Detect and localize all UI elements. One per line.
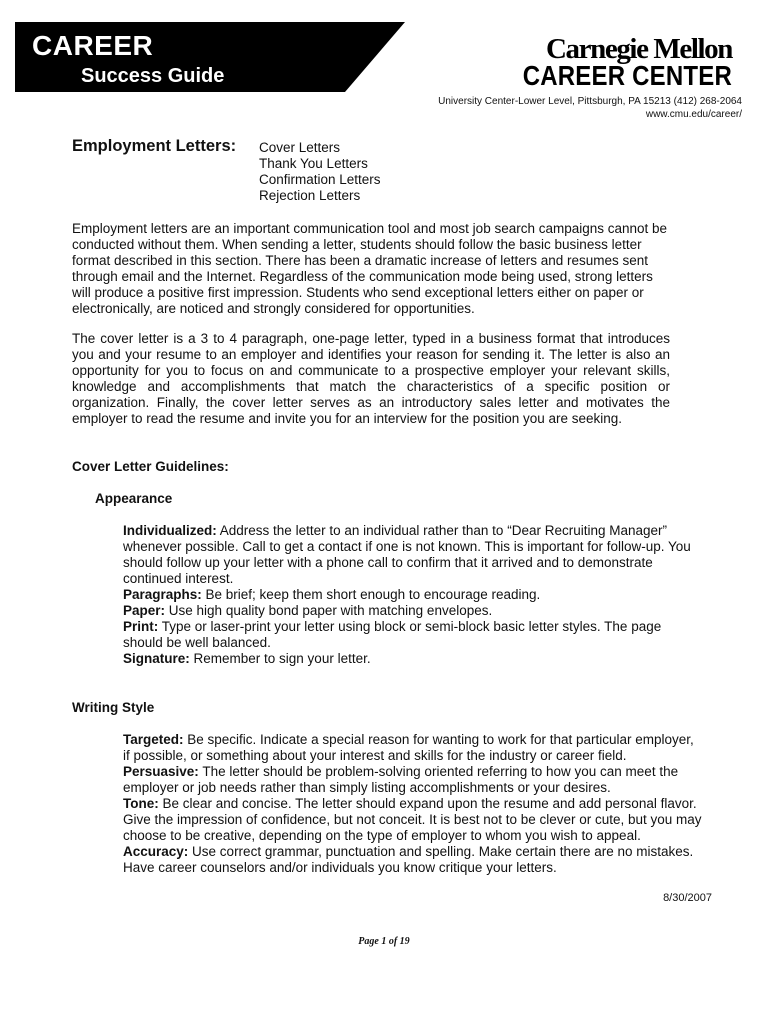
address-line: University Center-Lower Level, Pittsburgh, PA 15213 (412) 268-2064 (438, 96, 742, 107)
letter-types-list (259, 140, 381, 204)
university-logo-text: Carnegie Mellon (546, 33, 732, 65)
page-number: Page 1 of 19 (358, 936, 410, 947)
guidelines-heading: Cover Letter Guidelines: (72, 459, 229, 474)
header-banner (15, 22, 754, 92)
writing-item-targeted: Targeted: Be specific. Indicate a special reason for wanting to work for that particular employer, if possible, or something about your interest and skills for the industry or career field. (123, 732, 694, 763)
letter-type-item: Rejection Letters (259, 188, 361, 203)
document-date: 8/30/2007 (663, 892, 712, 904)
writing-item-accuracy: Accuracy: Use correct grammar, punctuation and spelling. Make certain there are no mistakes. Have career counselors and/or individuals you know critique your letters. (123, 844, 694, 875)
writing-style-heading: Writing Style (72, 700, 155, 715)
career-center-logo-text: CAREER CENTER (522, 60, 732, 92)
letter-type-item: Cover Letters (259, 140, 341, 155)
page-title: Employment Letters: (72, 137, 237, 155)
success-guide-subtitle: Success Guide (81, 65, 225, 87)
appearance-item-print: Print: Type or laser-print your letter using block or semi-block basic letter styles. The page should be well balanced. (123, 619, 662, 650)
intro-paragraph-1: Employment letters are an important communication tool and most job search campaigns cannot be conducted without them. When sending a letter, students should follow the basic business letter format described in this section. There has been a dramatic increase of letters and resumes sent through email and the Internet. Regardless of the communication mode being used, strong letters will produce a positive first impression. Students who send exceptional letters either on paper or electronically, are noticed and strongly considered for opportunities. (72, 221, 668, 316)
website-url: www.cmu.edu/career/ (645, 109, 742, 120)
intro-paragraph-2: The cover letter is a 3 to 4 paragraph, one-page letter, typed in a business format that introduces you and your resume to an employer and identifies your reason for sending it. The letter is also an opportunity for you to focus on and communicate to a prospective employer your relevant skills, knowledge and accomplishments that match the characteristics of a specific position or organization. Finally, the cover letter serves as an introductory sales letter and motivates the employer to read the resume and invite you for an interview for the position you are seeking. (72, 331, 670, 426)
writing-item-tone: Tone: Be clear and concise. The letter should expand upon the resume and add personal flavor. Give the impression of confidence, but not conceit. It is best not to be clever or cute, but you may choose to be creative, depending on the type of employer to whom you wish to appeal. (123, 796, 702, 843)
appearance-item-signature: Signature: Remember to sign your letter. (123, 651, 371, 666)
appearance-heading: Appearance (95, 491, 173, 506)
writing-style-list (123, 732, 703, 876)
letter-type-item: Thank You Letters (259, 156, 368, 171)
career-title: CAREER (32, 30, 154, 61)
appearance-item-paper: Paper: Use high quality bond paper with matching envelopes. (123, 603, 493, 618)
letter-type-item: Confirmation Letters (259, 172, 381, 187)
contact-address (438, 95, 742, 121)
appearance-item-individualized: Individualized: Address the letter to an individual rather than to “Dear Recruiting Manager” whenever possible. Call to get a contact if one is not known. This is important for follow-up. You should follow up your letter with a phone call to confirm that it arrived and to demonstrate continued interest. (123, 523, 691, 586)
appearance-item-paragraphs: Paragraphs: Be brief; keep them short enough to encourage reading. (123, 587, 541, 602)
writing-item-persuasive: Persuasive: The letter should be problem-solving oriented referring to how you can meet the employer or job needs rather than simply listing accomplishments or your desires. (123, 764, 679, 795)
appearance-list (123, 523, 703, 667)
